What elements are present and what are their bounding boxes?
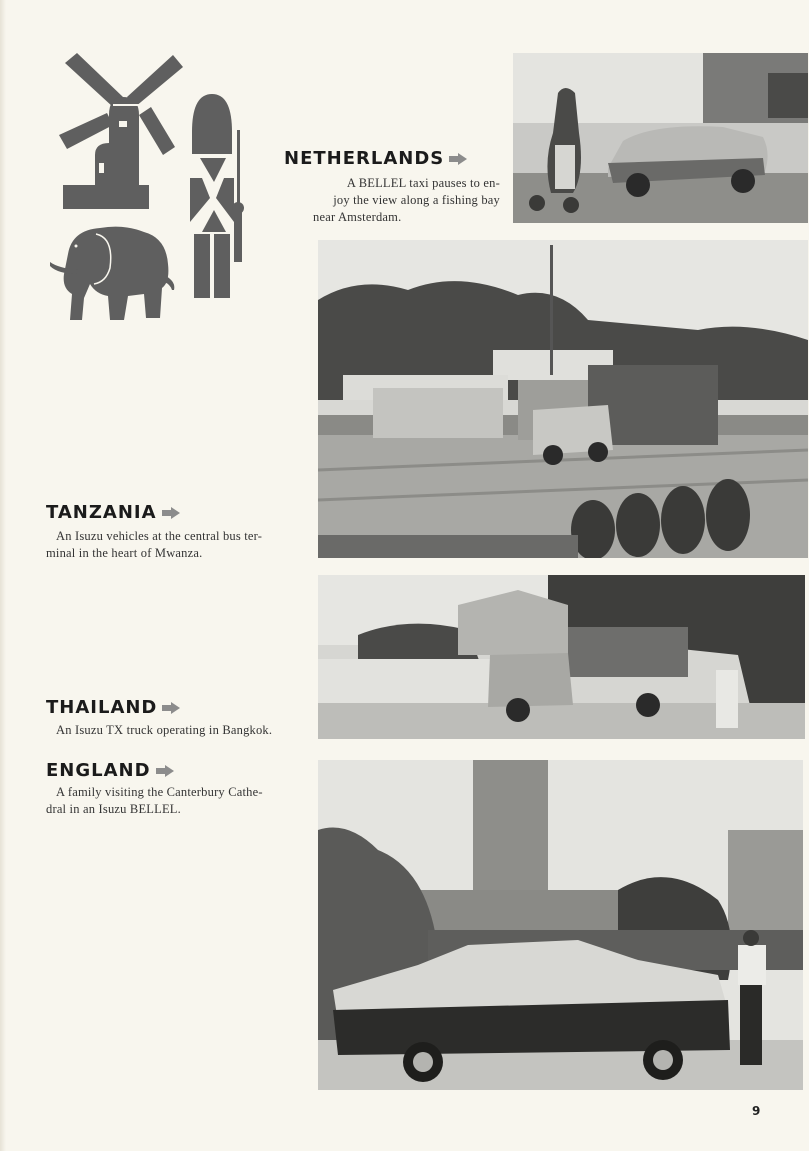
caption-tanzania — [46, 528, 304, 562]
arrow-right-icon — [156, 765, 174, 777]
page-number: 9 — [752, 1104, 761, 1118]
page-edge-shadow — [0, 0, 6, 1151]
heading-england — [46, 760, 174, 781]
caption-thailand — [56, 722, 308, 739]
caption-line: A family visiting the Canterbury Cathe- — [56, 785, 263, 799]
country-label: NETHERLANDS — [284, 148, 445, 169]
caption-line: dral in an Isuzu BELLEL. — [46, 802, 181, 816]
arrow-right-icon — [449, 153, 467, 165]
photo-england-cathedral — [318, 760, 803, 1090]
royal-guard-icon — [188, 92, 250, 302]
heading-tanzania — [46, 502, 180, 523]
country-label: TANZANIA — [46, 502, 157, 523]
windmill-icon — [55, 45, 190, 210]
heading-thailand — [46, 697, 180, 718]
photo-netherlands-taxi — [513, 53, 808, 223]
arrow-right-icon — [162, 507, 180, 519]
photo-tanzania-bus-terminal — [318, 240, 808, 558]
caption-line: A BELLEL taxi pauses to en- — [346, 176, 500, 190]
photo-thailand-truck — [318, 575, 805, 739]
caption-netherlands — [310, 175, 500, 226]
arrow-right-icon — [162, 702, 180, 714]
heading-netherlands — [284, 148, 467, 169]
country-label: THAILAND — [46, 697, 158, 718]
caption-line: near Amsterdam. — [313, 210, 402, 224]
country-label: ENGLAND — [46, 760, 151, 781]
caption-england — [46, 784, 304, 818]
elephant-icon — [48, 224, 180, 324]
caption-line: minal in the heart of Mwanza. — [46, 546, 203, 560]
caption-line: An Isuzu vehicles at the central bus ter- — [56, 529, 263, 543]
caption-line: An Isuzu TX truck operating in Bangkok. — [56, 723, 273, 737]
caption-line: joy the view along a fishing bay — [333, 193, 500, 207]
